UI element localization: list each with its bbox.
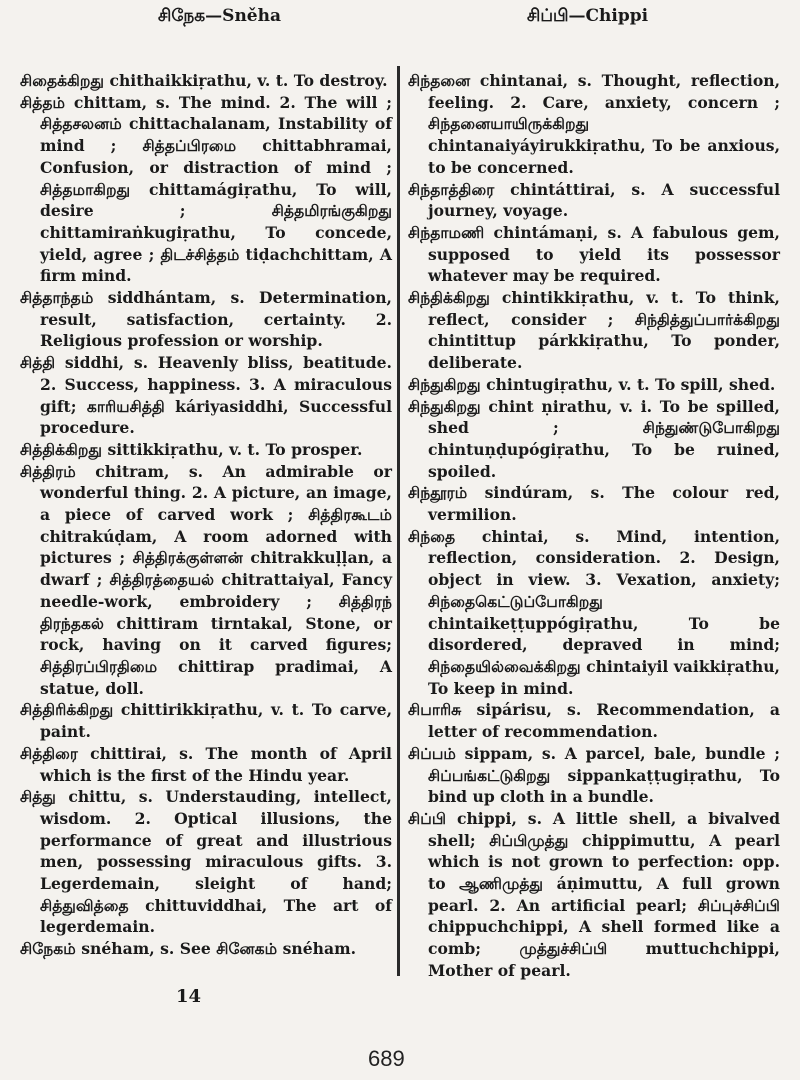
dictionary-entry: சித்திரை chittirai, s. The month of April which is the first of the Hindu year. [20,743,392,785]
dictionary-entry: சிநேகம் snéham, s. See சினேகம் snéham. [20,939,357,959]
dictionary-entry: சித்திரம் chitram, s. An admirable or wonderful thing. 2. A picture, an image, a piece of carved work ; சித்திரகூடம் chitrakúḍam, A room adorned with pictures ; சித்திரக்குள்ளன் chitrakkuḷḷan, a dwarf ; சித்திரத்தையல் chitrattaiyal, Fancy needle-work, embroidery ; சித்திரந் திரந்தகல் chittiram tirntakal, Stone, or rock, having on it carved figures; சித்திரப்பிரதிமை chittirap pradimai, A statue, doll. [20,461,392,698]
dictionary-entry: சித்தி siddhi, s. Heavenly bliss, beatitude. 2. Success, happiness. 3. A miraculous gift; காரியசித்தி káriyasiddhi, Successful procedure. [20,353,392,438]
dictionary-entry: சிந்துகிறது chint ṇirathu, v. i. To be spilled, shed ; சிந்துண்டுபோகிறது chintuṇḍupógiṛathu, To be ruined, spoiled. [408,396,780,481]
right-column [408,70,780,982]
printed-page-number: 14 [176,986,202,1007]
left-column [20,70,392,960]
dictionary-entry: சித்திரிக்கிறது chittirikkiṛathu, v. t. To carve, paint. [20,700,392,742]
dictionary-entry: சிந்தை chintai, s. Mind, intention, reflection, consideration. 2. Design, object in view. 3. Vexation, anxiety; சிந்தைகெட்டுப்போகிறது chintaikeṭṭuppógiṛathu, To be disordered, depraved in mind; சிந்தையில்வைக்கிறது chintaiyil vaikkiṛathu, To keep in mind. [408,526,780,698]
dictionary-entry: சிதைக்கிறது chithaikkiṛathu, v. t. To destroy. [20,71,388,90]
dictionary-entry: சிப்பி chippi, s. A little shell, a bivalved shell; சிப்பிமுத்து chippimuttu, A pearl which is not grown to perfection: opp. to ஆணிமுத்து áṇimuttu, A full grown pearl. 2. An artificial pearl; சிப்புச்சிப்பி chippuchchippi, A shell formed like a comb; முத்துச்சிப்பி muttuchchippi, Mother of pearl. [408,808,780,980]
running-header-right: சிப்பி—Chippi [527,6,649,26]
dictionary-entry: சிந்திக்கிறது chintikkiṛathu, v. t. To think, reflect, consider ; சிந்தித்துப்பார்க்கிறது chintittup párkkiṛathu, To ponder, deliberate. [408,288,780,373]
dictionary-entry: சிப்பம் sippam, s. A parcel, bale, bundle ; சிப்பங்கட்டுகிறது sippankaṭṭugiṛathu, To bind up cloth in a bundle. [408,743,780,807]
dictionary-entry: சித்திக்கிறது sittikkiṛathu, v. t. To prosper. [20,439,363,459]
scan-page-number: 689 [368,1046,405,1071]
dictionary-entry: சிந்தாமணி chintámaṇi, s. A fabulous gem, supposed to yield its possessor whatever may be required. [408,222,780,286]
dictionary-entry: சித்தம் chittam, s. The mind. 2. The will ; சித்தசலனம் chittachalanam, Instability of mind ; சித்தப்பிரமை chittabhramai, Confusion, or distraction of mind ; சித்தமாகிறது chittamágiṛathu, To will, desire ; சித்தமிரங்குகிறது chittamiraṅkugiṛathu, To concede, yield, agree ; திடச்சித்தம் tiḍachchittam, A firm mind. [20,92,392,286]
dictionary-entry: சித்தாந்தம் siddhántam, s. Determination, result, satisfaction, certainty. 2. Religious profession or worship. [20,288,392,351]
dictionary-entry: சிந்துகிறது chintugiṛathu, v. t. To spill, shed. [408,374,776,394]
dictionary-entry: சிந்தாத்திரை chintáttirai, s. A successful journey, voyage. [408,179,780,221]
dictionary-entry: சித்து chittu, s. Understauding, intellect, wisdom. 2. Optical illusions, the performance of great and illustrious men, possessing miraculous gifts. 3. Legerdemain, sleight of hand; சித்துவித்தை chittuviddhai, The art of legerdemain. [20,787,392,937]
dictionary-entry: சிபாரிசு sipárisu, s. Recommendation, a letter of recommendation. [408,700,780,742]
column-divider [397,66,400,976]
dictionary-entry: சிந்தூரம் sindúram, s. The colour red, vermilion. [408,483,780,525]
running-header-left: சிநேக—Sněha [158,6,281,26]
dictionary-entry: சிந்தனை chintanai, s. Thought, reflection, feeling. 2. Care, anxiety, concern ; சிந்தனையாயிருக்கிறது chintanaiyáyirukkiṛathu, To be anxious, to be concerned. [408,71,780,177]
